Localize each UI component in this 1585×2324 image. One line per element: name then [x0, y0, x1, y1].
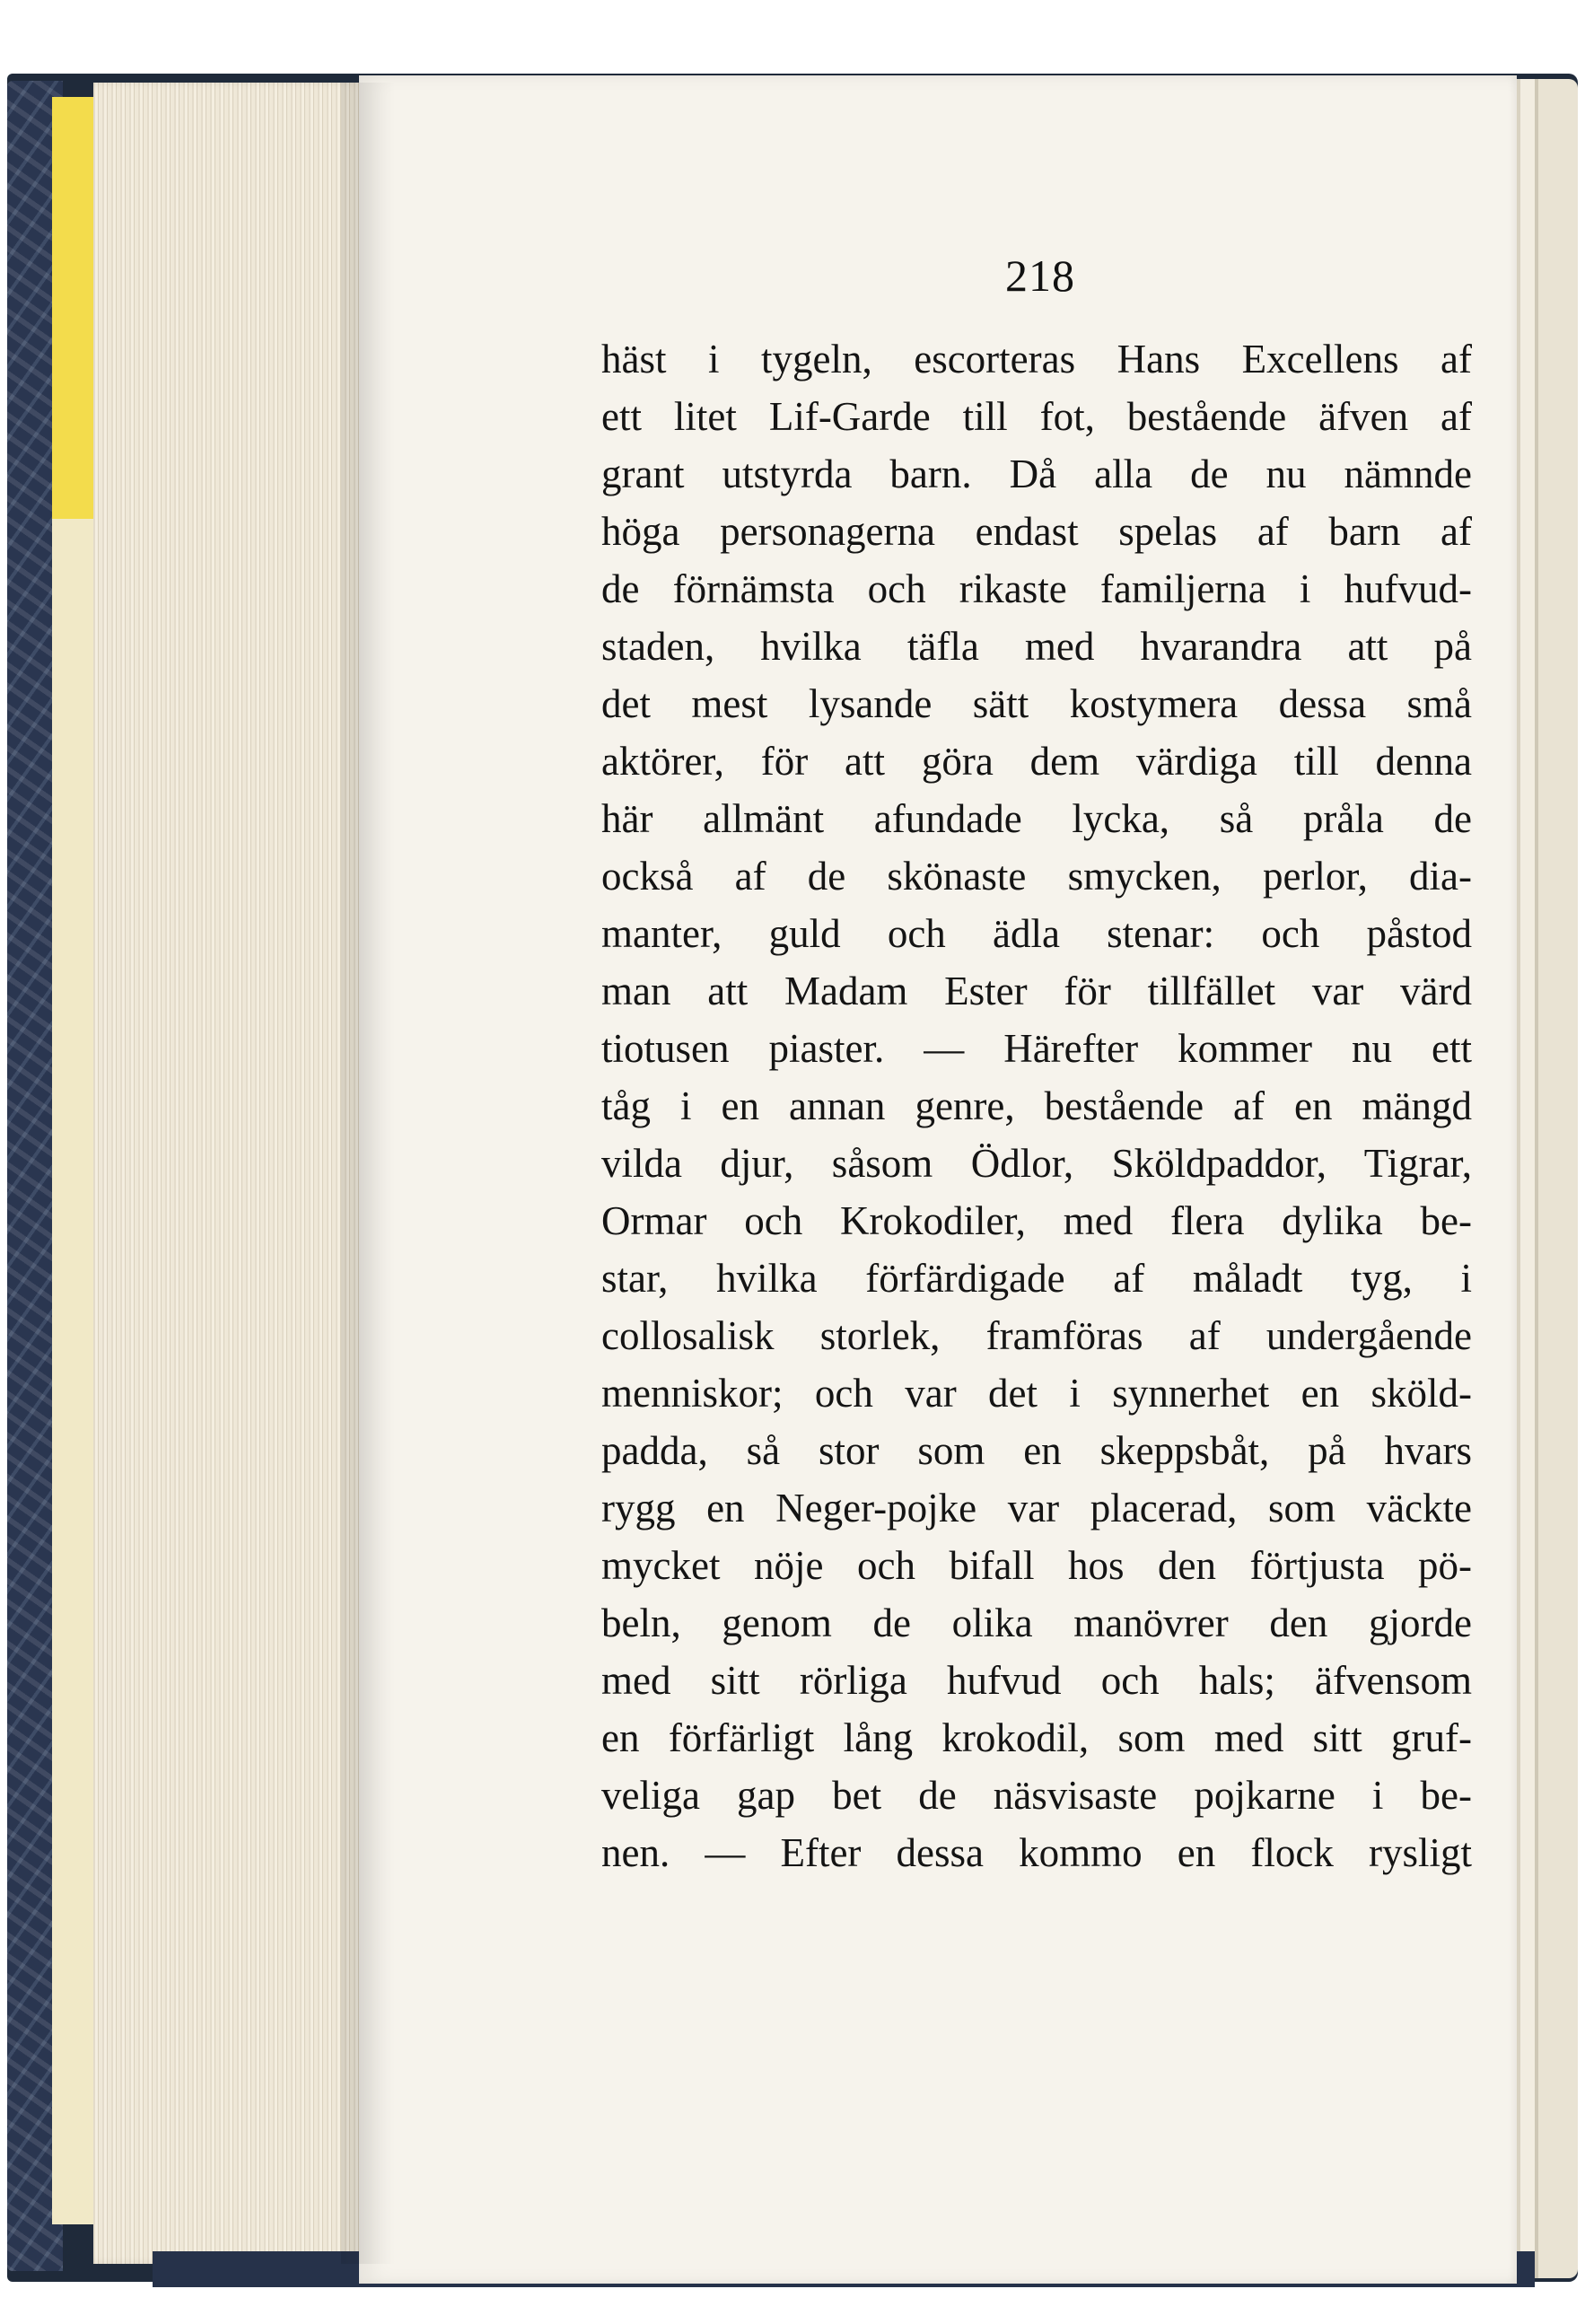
text-line: tiotusen piaster. — Härefter kommer nu ett: [601, 1026, 1472, 1071]
text-line: mycket nöje och bifall hos den förtjusta pö-: [601, 1543, 1472, 1588]
text-line: tåg i en annan genre, bestående af en mängd: [601, 1083, 1472, 1128]
text-line: vilda djur, såsom Ödlor, Sköldpaddor, Tigrar,: [601, 1141, 1472, 1186]
text-line: man att Madam Ester för tillfället var värd: [601, 969, 1472, 1013]
text-line: beln, genom de olika manövrer den gjorde: [601, 1600, 1472, 1645]
text-line: menniskor; och var det i synnerhet en sköld-: [601, 1371, 1472, 1416]
text-line: ett litet Lif-Garde till fot, bestående äfven af: [601, 394, 1472, 439]
text-line: här allmänt afundade lycka, så pråla de: [601, 796, 1472, 841]
text-line: en förfärligt lång krokodil, som med sitt gruf-: [601, 1715, 1472, 1760]
text-line: veliga gap bet de näsvisaste pojkarne i be-: [601, 1773, 1472, 1818]
yellow-endpaper-edge: [52, 97, 95, 519]
text-line: häst i tygeln, escorteras Hans Excellens af: [601, 337, 1472, 381]
text-line: staden, hvilka täfla med hvarandra att på: [601, 624, 1472, 669]
text-line: de förnämsta och rikaste familjerna i hufvud-: [601, 566, 1472, 611]
text-line: också af de skönaste smycken, perlor, dia-: [601, 854, 1472, 899]
page-text: [601, 330, 1481, 1881]
text-line: Ormar och Krokodiler, med flera dylika be-: [601, 1198, 1472, 1243]
text-line: med sitt rörliga hufvud och hals; äfvensom: [601, 1658, 1472, 1703]
text-line: aktörer, för att göra dem värdiga till denna: [601, 739, 1472, 784]
text-line: nen. — Efter dessa kommo en flock rysligt: [601, 1830, 1472, 1875]
text-line: höga personagerna endast spelas af barn af: [601, 509, 1472, 554]
text-line: manter, guld och ädla stenar: och påstod: [601, 911, 1472, 956]
text-line: collosalisk storlek, framföras af undergående: [601, 1313, 1472, 1358]
text-line: rygg en Neger-pojke var placerad, som väckte: [601, 1486, 1472, 1530]
endpaper-edge: [52, 519, 95, 2224]
gutter-shadow: [341, 83, 395, 2264]
text-line: star, hvilka förfärdigade af måladt tyg, i: [601, 1256, 1472, 1301]
page-number: 218: [1005, 250, 1075, 301]
right-page-edge: [1515, 79, 1578, 2278]
text-line: grant utstyrda barn. Då alla de nu nämnde: [601, 452, 1472, 496]
text-line: padda, så stor som en skeppsbåt, på hvars: [601, 1428, 1472, 1473]
left-page-stack: [93, 83, 363, 2264]
text-line: det mest lysande sätt kostymera dessa små: [601, 681, 1472, 726]
